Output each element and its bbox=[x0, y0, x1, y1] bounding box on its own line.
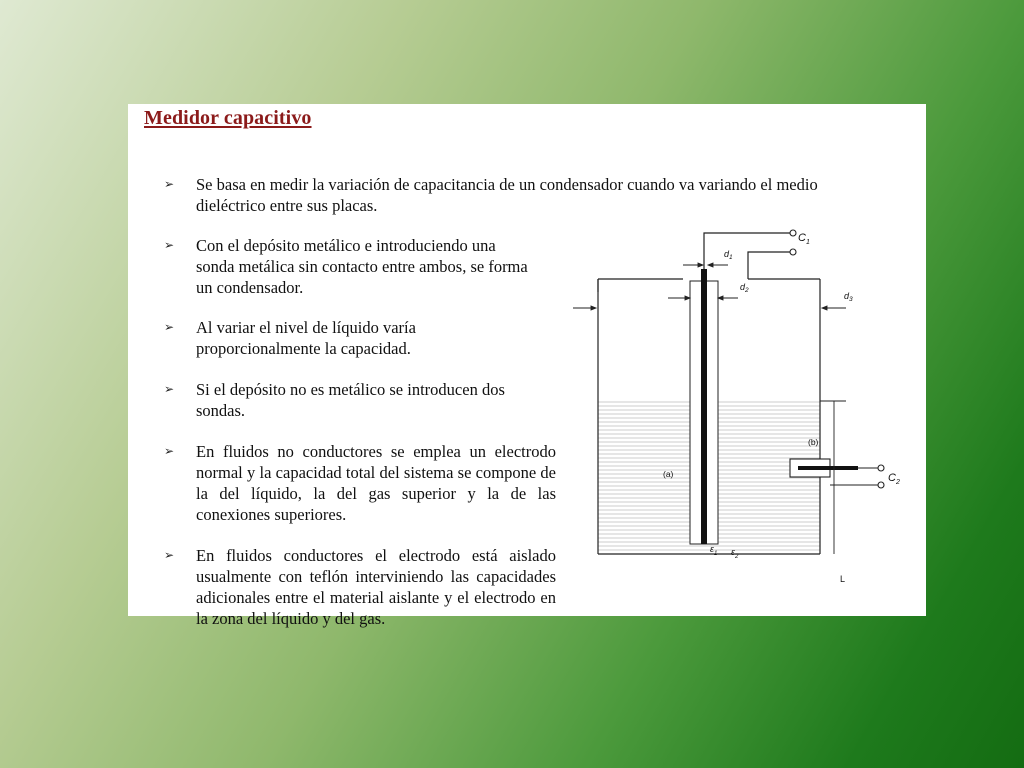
bullet-item bbox=[164, 545, 556, 629]
bullet-text: En fluidos no conductores se emplea un electrodo normal y la capacidad total del sistema se compone de la del líquido, la del gas superior y la de las conexiones superiores. bbox=[196, 442, 556, 524]
bullet-arrow-icon: ➢ bbox=[164, 548, 175, 562]
svg-text:d1 bbox=[724, 249, 733, 261]
terminal-c1-a bbox=[790, 230, 796, 236]
svg-text:C1 bbox=[798, 232, 810, 246]
wire-c1-tank bbox=[748, 252, 790, 279]
label-d2-sub: 2 bbox=[745, 287, 749, 294]
svg-text:C2 bbox=[888, 472, 900, 486]
bullet-item bbox=[164, 174, 890, 216]
bullet-item bbox=[164, 235, 530, 298]
svg-text:d3 bbox=[844, 291, 853, 303]
bullet-arrow-icon: ➢ bbox=[164, 382, 175, 396]
bullet-arrow-icon: ➢ bbox=[164, 177, 175, 191]
label-epsilon-2: ε bbox=[731, 547, 735, 557]
label-L: L bbox=[840, 574, 846, 584]
electrode bbox=[701, 269, 707, 544]
label-epsilon-1: ε bbox=[710, 544, 714, 554]
label-d2: d bbox=[740, 282, 746, 292]
terminal-c1-b bbox=[790, 249, 796, 255]
label-d3: d bbox=[844, 291, 850, 301]
label-d1: d bbox=[724, 249, 730, 259]
bullet-arrow-icon: ➢ bbox=[164, 444, 175, 458]
svg-text:ε2 bbox=[731, 547, 739, 560]
bullet-text: Se basa en medir la variación de capacitancia de un condensador cuando va variando el medio dieléctrico entre sus placas. bbox=[196, 175, 818, 215]
slide-card bbox=[128, 104, 926, 628]
label-d3-sub: 3 bbox=[849, 296, 853, 303]
bullet-text: Con el depósito metálico e introduciendo una sonda metálica sin contacto entre ambos, se forma un condensador. bbox=[196, 236, 528, 297]
label-c2: C bbox=[888, 472, 896, 484]
bullet-arrow-icon: ➢ bbox=[164, 238, 175, 252]
side-probe-rod bbox=[798, 466, 858, 470]
bullet-text: En fluidos conductores el electrodo está aislado usualmente con teflón interviniendo las capacidades adicionales entre el material aislante y el electrodo en la zona del líquido y del gas. bbox=[196, 546, 556, 628]
bullet-item bbox=[164, 317, 530, 359]
terminal-c2-b bbox=[878, 482, 884, 488]
label-c1: C bbox=[798, 232, 806, 244]
bullet-arrow-icon: ➢ bbox=[164, 320, 175, 334]
label-c1-sub: 1 bbox=[805, 239, 810, 246]
terminal-c2-a bbox=[878, 465, 884, 471]
label-c2-sub: 2 bbox=[895, 479, 900, 486]
capacitive-level-diagram bbox=[568, 219, 908, 584]
bullet-text: Al variar el nivel de líquido varía proporcionalmente la capacidad. bbox=[196, 318, 416, 358]
bullet-text: Si el depósito no es metálico se introducen dos sondas. bbox=[196, 380, 505, 420]
wire-c1-top bbox=[704, 233, 790, 269]
label-d1-sub: 1 bbox=[729, 254, 733, 261]
label-a: (a) bbox=[663, 469, 674, 479]
svg-text:d2 bbox=[740, 282, 749, 294]
label-epsilon-1-sub: 1 bbox=[713, 551, 718, 557]
label-epsilon-2-sub: 2 bbox=[734, 554, 739, 560]
label-b: (b) bbox=[808, 437, 819, 447]
bullet-item bbox=[164, 441, 556, 525]
slide-title: Medidor capacitivo bbox=[144, 107, 312, 129]
bullet-item bbox=[164, 379, 530, 421]
